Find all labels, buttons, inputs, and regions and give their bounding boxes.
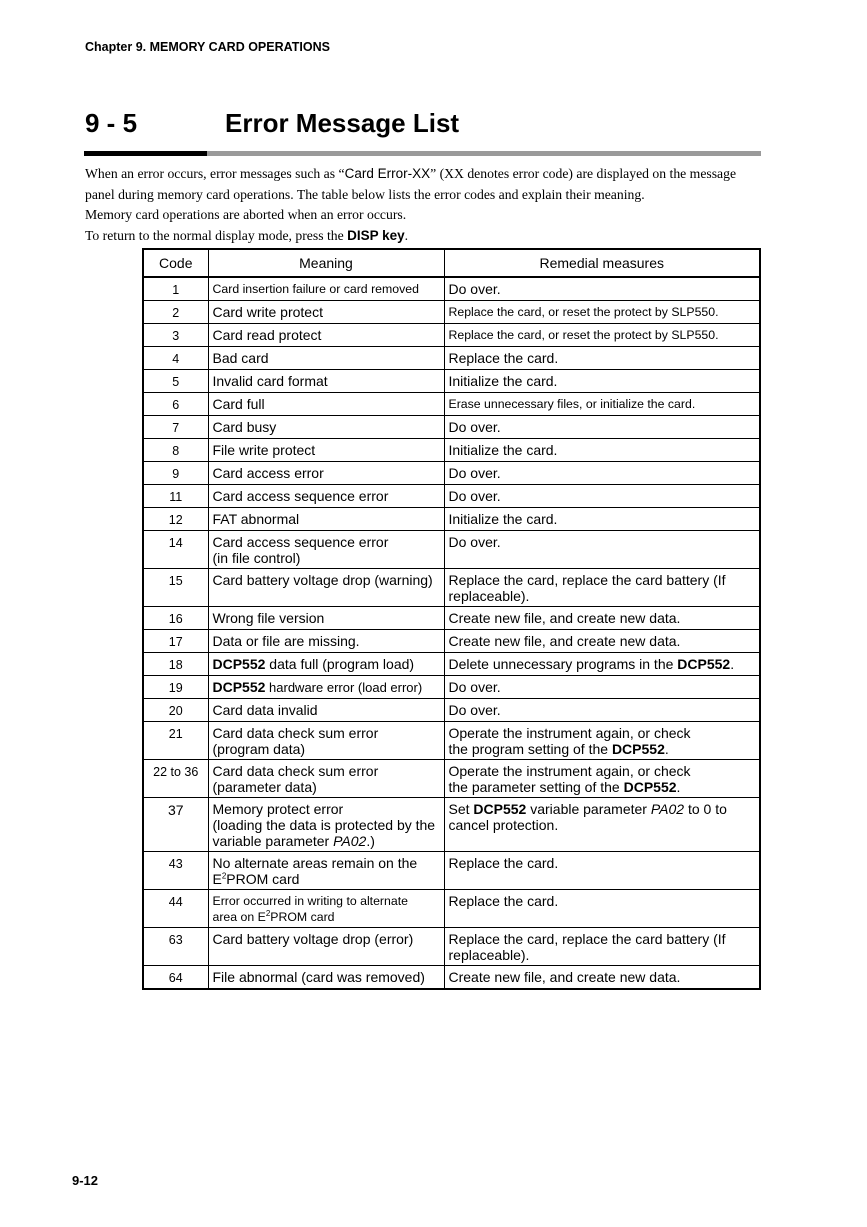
remedial-measure: Replace the card. xyxy=(444,347,760,370)
error-meaning: File abnormal (card was removed) xyxy=(208,966,444,990)
table-row xyxy=(143,607,760,630)
model-name: DCP552 xyxy=(212,679,266,695)
table-row xyxy=(143,722,760,760)
remedial-measure: Do over. xyxy=(444,485,760,508)
remedial-measure: Do over. xyxy=(444,462,760,485)
error-meaning: Card access error xyxy=(208,462,444,485)
remedy-line: cancel protection. xyxy=(448,817,559,833)
error-meaning xyxy=(208,653,444,676)
model-name: DCP552 xyxy=(677,656,731,672)
error-meaning: Card read protect xyxy=(208,324,444,347)
remedial-measure: Replace the card, or reset the protect by SLP550. xyxy=(444,301,760,324)
error-meaning: Card insertion failure or card removed xyxy=(208,277,444,301)
table-row xyxy=(143,699,760,722)
table-row xyxy=(143,676,760,699)
error-code: 19 xyxy=(143,676,208,699)
remedial-measure xyxy=(444,760,760,798)
section-number: 9 - 5 xyxy=(85,108,138,138)
chapter-header: Chapter 9. MEMORY CARD OPERATIONS xyxy=(85,40,330,54)
table-row xyxy=(143,324,760,347)
remedy-line: replaceable). xyxy=(448,947,530,963)
remedy-text: . xyxy=(730,656,735,672)
intro-text xyxy=(85,164,765,246)
error-meaning: File write protect xyxy=(208,439,444,462)
error-meaning xyxy=(208,722,444,760)
error-code: 11 xyxy=(143,485,208,508)
meaning-text: hardware error (load error) xyxy=(265,680,423,695)
model-name: DCP552 xyxy=(473,801,527,817)
meaning-text: .) xyxy=(366,833,375,849)
table-row xyxy=(143,760,760,798)
error-meaning: Card battery voltage drop (warning) xyxy=(208,569,444,607)
error-code: 21 xyxy=(143,722,208,760)
remedial-measure xyxy=(444,798,760,852)
model-name: DCP552 xyxy=(212,656,266,672)
table-row xyxy=(143,798,760,852)
meaning-line: (program data) xyxy=(212,741,306,757)
error-meaning: Bad card xyxy=(208,347,444,370)
error-code: 3 xyxy=(143,324,208,347)
parameter-name: PA02 xyxy=(650,801,685,817)
error-code: 44 xyxy=(143,890,208,928)
remedial-measure: Do over. xyxy=(444,416,760,439)
meaning-line: (in file control) xyxy=(212,550,301,566)
meaning-line: Card data check sum error xyxy=(212,763,379,779)
table-row xyxy=(143,653,760,676)
table-row xyxy=(143,416,760,439)
remedial-measure: Replace the card, or reset the protect by SLP550. xyxy=(444,324,760,347)
remedial-measure xyxy=(444,928,760,966)
remedy-text: . xyxy=(664,741,669,757)
error-meaning: Card full xyxy=(208,393,444,416)
meaning-text: variable parameter xyxy=(212,833,334,849)
table-row xyxy=(143,370,760,393)
intro-text-1a: When an error occurs, error messages such as “ xyxy=(85,166,345,181)
superscript: 2 xyxy=(265,908,271,918)
intro-text-1b: ” (XX denotes error code) are displayed on the message panel during memory card operations. The table below lists the error codes and explain their meaning. xyxy=(85,166,737,202)
meaning-line: Card data check sum error xyxy=(212,725,379,741)
remedy-line: replaceable). xyxy=(448,588,530,604)
error-meaning: Card battery voltage drop (error) xyxy=(208,928,444,966)
error-code: 1 xyxy=(143,277,208,301)
intro-paragraph-2: Memory card operations are aborted when an error occurs. xyxy=(85,207,407,222)
meaning-text: data full (program load) xyxy=(265,656,415,672)
remedy-line: Operate the instrument again, or check xyxy=(448,763,691,779)
table-row xyxy=(143,890,760,928)
remedy-line: Operate the instrument again, or check xyxy=(448,725,691,741)
table-row xyxy=(143,393,760,416)
disp-key-label: DISP key xyxy=(347,227,405,243)
remedial-measure: Create new file, and create new data. xyxy=(444,607,760,630)
header-meaning: Meaning xyxy=(208,249,444,277)
remedial-measure: Do over. xyxy=(444,699,760,722)
error-code: 5 xyxy=(143,370,208,393)
remedy-line: Replace the card, replace the card battery (If xyxy=(448,572,726,588)
page-number: 9-12 xyxy=(72,1173,99,1188)
table-row xyxy=(143,928,760,966)
error-meaning: Card access sequence error xyxy=(208,485,444,508)
error-meaning xyxy=(208,531,444,569)
error-meaning xyxy=(208,760,444,798)
remedy-text: the program setting of the xyxy=(448,741,612,757)
remedial-measure: Erase unnecessary files, or initialize the card. xyxy=(444,393,760,416)
table-row xyxy=(143,301,760,324)
meaning-line: (parameter data) xyxy=(212,779,317,795)
remedy-text: Set xyxy=(448,801,474,817)
table-row xyxy=(143,966,760,990)
meaning-line: No alternate areas remain on the xyxy=(212,855,418,871)
model-name: DCP552 xyxy=(623,779,677,795)
intro-paragraph-3 xyxy=(85,226,765,247)
superscript: 2 xyxy=(221,871,227,881)
section-heading xyxy=(85,108,459,139)
intro-paragraph-1 xyxy=(85,164,765,205)
error-code: 37 xyxy=(143,798,208,852)
error-code: 2 xyxy=(143,301,208,324)
section-title: Error Message List xyxy=(225,108,460,138)
meaning-text: PROM card xyxy=(226,871,300,887)
error-meaning: Card busy xyxy=(208,416,444,439)
error-meaning xyxy=(208,890,444,928)
remedy-text: Delete unnecessary programs in the xyxy=(448,656,678,672)
error-code: 14 xyxy=(143,531,208,569)
meaning-line: Memory protect error xyxy=(212,801,344,817)
remedial-measure: Initialize the card. xyxy=(444,370,760,393)
table-row xyxy=(143,347,760,370)
remedy-text: . xyxy=(676,779,681,795)
error-code: 9 xyxy=(143,462,208,485)
error-code: 16 xyxy=(143,607,208,630)
remedial-measure: Do over. xyxy=(444,531,760,569)
error-meaning: Card write protect xyxy=(208,301,444,324)
table-row xyxy=(143,569,760,607)
remedy-text: the parameter setting of the xyxy=(448,779,624,795)
remedial-measure xyxy=(444,569,760,607)
error-code: 17 xyxy=(143,630,208,653)
error-code: 43 xyxy=(143,852,208,890)
error-meaning xyxy=(208,676,444,699)
error-message-example: Card Error-XX xyxy=(344,166,431,181)
error-code: 15 xyxy=(143,569,208,607)
remedy-line: Replace the card, replace the card battery (If xyxy=(448,931,726,947)
table-row xyxy=(143,277,760,301)
remedial-measure: Initialize the card. xyxy=(444,439,760,462)
error-meaning: Wrong file version xyxy=(208,607,444,630)
remedial-measure: Replace the card. xyxy=(444,890,760,928)
table-row xyxy=(143,630,760,653)
table-row xyxy=(143,439,760,462)
error-meaning: Card data invalid xyxy=(208,699,444,722)
table-row xyxy=(143,508,760,531)
error-code: 18 xyxy=(143,653,208,676)
meaning-line: Error occurred in writing to alternate xyxy=(212,894,408,908)
table-row xyxy=(143,531,760,569)
error-meaning xyxy=(208,798,444,852)
intro-text-3b: . xyxy=(404,227,409,243)
meaning-line: (loading the data is protected by the xyxy=(212,817,436,833)
heading-rule xyxy=(84,151,761,156)
meaning-line: Card access sequence error xyxy=(212,534,389,550)
header-remedy: Remedial measures xyxy=(444,249,760,277)
error-code: 6 xyxy=(143,393,208,416)
remedy-text: to 0 to xyxy=(684,801,727,817)
error-code: 4 xyxy=(143,347,208,370)
meaning-text: PROM card xyxy=(270,910,335,924)
error-code: 7 xyxy=(143,416,208,439)
remedial-measure: Create new file, and create new data. xyxy=(444,630,760,653)
table-row xyxy=(143,485,760,508)
meaning-text: area on E xyxy=(212,910,266,924)
intro-text-3a: To return to the normal display mode, press the xyxy=(85,227,348,243)
remedial-measure: Do over. xyxy=(444,676,760,699)
table-header-row xyxy=(143,249,760,277)
table-row xyxy=(143,462,760,485)
error-meaning xyxy=(208,852,444,890)
error-meaning: Invalid card format xyxy=(208,370,444,393)
remedy-text: variable parameter xyxy=(526,801,651,817)
model-name: DCP552 xyxy=(611,741,665,757)
remedial-measure: Initialize the card. xyxy=(444,508,760,531)
error-code: 63 xyxy=(143,928,208,966)
parameter-name: PA02 xyxy=(333,833,367,849)
remedial-measure xyxy=(444,653,760,676)
table-row xyxy=(143,852,760,890)
error-code: 64 xyxy=(143,966,208,990)
remedial-measure: Create new file, and create new data. xyxy=(444,966,760,990)
error-code: 22 to 36 xyxy=(143,760,208,798)
error-code: 8 xyxy=(143,439,208,462)
meaning-text: E xyxy=(212,871,222,887)
error-meaning: FAT abnormal xyxy=(208,508,444,531)
remedial-measure xyxy=(444,722,760,760)
error-meaning: Data or file are missing. xyxy=(208,630,444,653)
header-code: Code xyxy=(143,249,208,277)
error-code: 20 xyxy=(143,699,208,722)
remedial-measure: Do over. xyxy=(444,277,760,301)
remedial-measure: Replace the card. xyxy=(444,852,760,890)
error-message-table xyxy=(142,248,761,990)
error-code: 12 xyxy=(143,508,208,531)
heading-rule-accent xyxy=(84,151,207,156)
